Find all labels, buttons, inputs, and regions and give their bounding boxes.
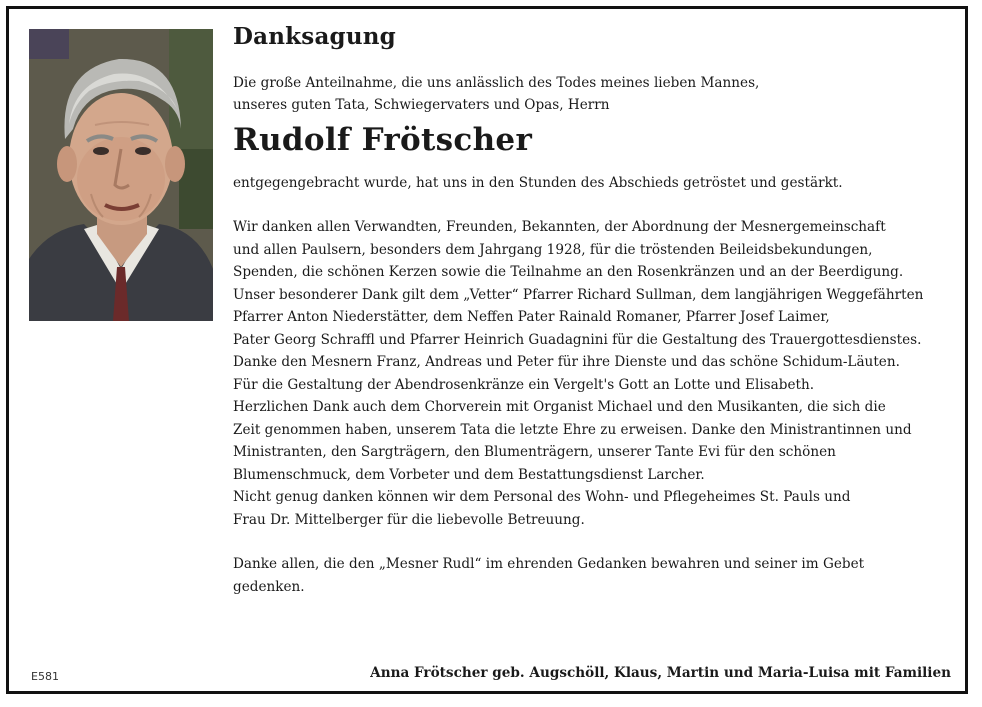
intro-line: unseres guten Tata, Schwiegervaters und Opas, Herrn: [233, 97, 610, 113]
body-line: Unser besonderer Dank gilt dem „Vetter“ Pfarrer Richard Sullman, dem langjährigen Weggefährten: [233, 286, 924, 303]
body-line: Blumenschmuck, dem Vorbeter und dem Bestattungsdienst Larcher.: [233, 466, 705, 483]
body-line: Frau Dr. Mittelberger für die liebevolle Betreuung.: [233, 511, 585, 528]
heading: Danksagung: [233, 23, 396, 50]
body-line: Wir danken allen Verwandten, Freunden, Bekannten, der Abordnung der Mesnergemeinschaft: [233, 219, 886, 235]
body-line: Pater Georg Schraffl und Pfarrer Heinrich Guadagnini für die Gestaltung des Trauergottesdienstes.: [233, 331, 922, 348]
body-line: und allen Paulsern, besonders dem Jahrgang 1928, für die tröstenden Beileidsbekundungen,: [233, 241, 873, 258]
portrait-photo: [29, 29, 213, 321]
intro-line: Die große Anteilnahme, die uns anlässlich des Todes meines lieben Mannes,: [233, 75, 760, 91]
obituary-card: [6, 6, 968, 694]
body-line: Zeit genommen haben, unserem Tata die letzte Ehre zu erweisen. Danke den Ministrantinnen und: [233, 421, 912, 438]
body-line: Spenden, die schönen Kerzen sowie die Teilnahme an den Rosenkränzen und an der Beerdigung.: [233, 264, 904, 280]
body-line: Ministranten, den Sargträgern, den Blumenträgern, unserer Tante Evi für den schönen: [233, 444, 836, 460]
deceased-name: Rudolf Frötscher: [233, 122, 533, 158]
closing-line: Danke allen, die den „Mesner Rudl“ im ehrenden Gedanken bewahren und seiner im Gebet: [233, 556, 865, 572]
ad-code: E581: [31, 670, 59, 683]
thanks-body: [233, 216, 963, 531]
family-signature: Anna Frötscher geb. Augschöll, Klaus, Martin und Maria-Luisa mit Familien: [370, 665, 951, 681]
text-content: [233, 23, 963, 598]
body-line: Nicht genug danken können wir dem Personal des Wohn- und Pflegeheimes St. Pauls und: [233, 489, 851, 505]
closing-text: [233, 553, 963, 598]
body-line: Danke den Mesnern Franz, Andreas und Peter für ihre Dienste und das schöne Schidum-Läuten.: [233, 354, 900, 370]
body-line: Pfarrer Anton Niederstätter, dem Neffen Pater Rainald Romaner, Pfarrer Josef Laimer,: [233, 309, 830, 325]
body-line: Herzlichen Dank auch dem Chorverein mit Organist Michael und den Musikanten, die sich die: [233, 399, 886, 415]
after-name-line: entgegengebracht wurde, hat uns in den Stunden des Abschieds getröstet und gestärkt.: [233, 175, 843, 191]
closing-line: gedenken.: [233, 578, 305, 595]
body-line: Für die Gestaltung der Abendrosenkränze ein Vergelt's Gott an Lotte und Elisabeth.: [233, 376, 815, 393]
